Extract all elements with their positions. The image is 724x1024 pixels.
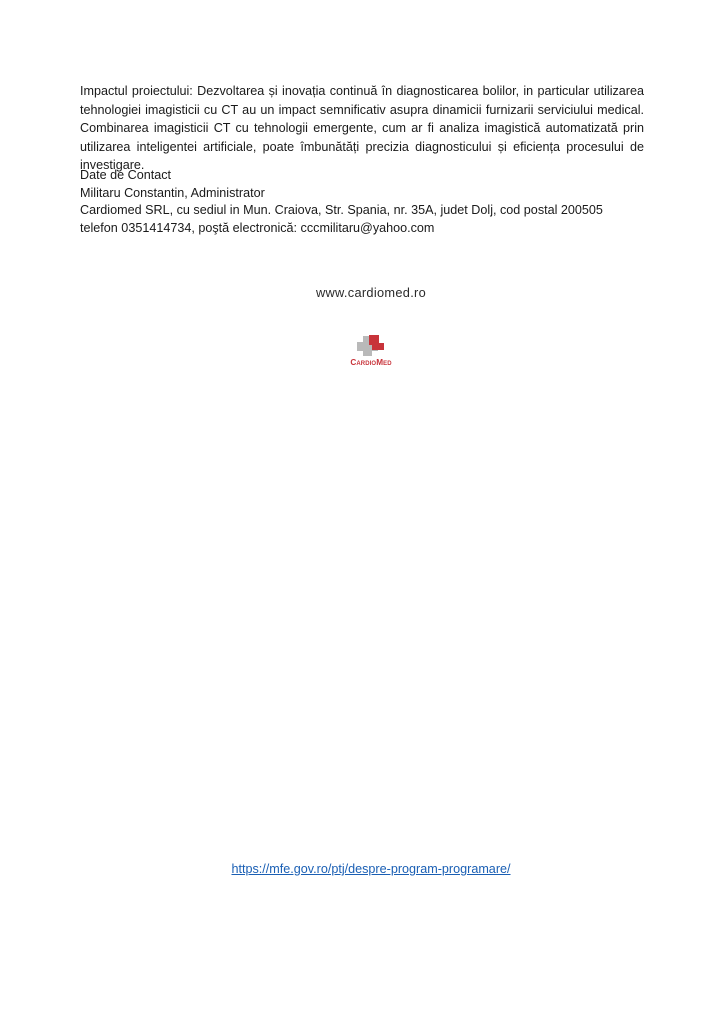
contact-address: Cardiomed SRL, cu sediul in Mun. Craiova, Str. Spania, nr. 35A, judet Dolj, cod postal 200505 — [80, 203, 603, 217]
contact-heading: Date de Contact — [80, 168, 172, 182]
program-link[interactable]: https://mfe.gov.ro/ptj/despre-program-programare/ — [231, 862, 511, 876]
contact-phone-email: telefon 0351414734, poştă electronică: cccmilitaru@yahoo.com — [80, 220, 435, 235]
contact-person: Militaru Constantin, Administrator — [80, 185, 265, 200]
footer-link-container — [0, 862, 724, 876]
contact-block — [80, 167, 660, 237]
impact-paragraph: Impactul proiectului: Dezvoltarea și inovația continuă în diagnosticarea bolilor, in particular utilizarea tehnologiei imagisticii cu CT au un impact semnificativ asupra dinamicii furnizarii serviciului medical. Combinarea imagisticii CT cu tehnologii emergente, cum ar fi analiza imagistică automatizată prin utilizarea inteligentei artificiale, poate îmbunătăți precizia diagnosticului și eficiența procesului de investigare. — [80, 84, 644, 172]
logo-wordmark: CardioMed — [350, 358, 392, 367]
medical-cross-icon — [340, 334, 402, 358]
website-url: www.cardiomed.ro — [315, 285, 427, 300]
cardiomed-logo — [340, 334, 402, 372]
